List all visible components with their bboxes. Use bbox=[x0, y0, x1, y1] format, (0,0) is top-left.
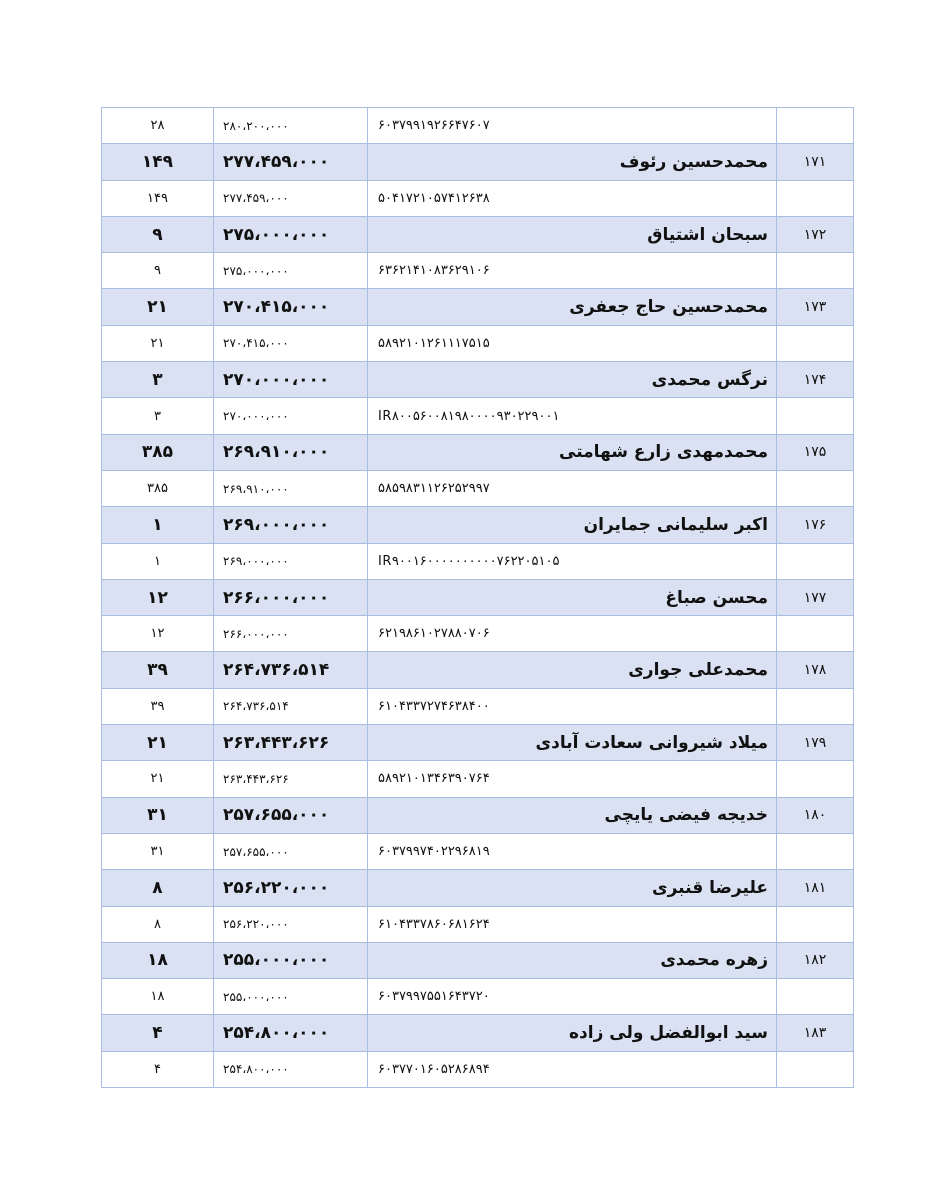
transaction-count: ۳ bbox=[102, 398, 214, 434]
person-name: محمدحسین حاج جعفری bbox=[368, 289, 777, 325]
total-count: ۱۴۹ bbox=[102, 144, 214, 180]
person-name: سید ابوالفضل ولی زاده bbox=[368, 1015, 777, 1051]
row-number: ۱۸۰ bbox=[777, 797, 854, 833]
table-row-person bbox=[102, 870, 854, 906]
table-row-person bbox=[102, 434, 854, 470]
row-number: ۱۷۷ bbox=[777, 579, 854, 615]
table-row-account bbox=[102, 1051, 854, 1087]
table-row-person bbox=[102, 797, 854, 833]
table-row-account bbox=[102, 761, 854, 797]
row-number-empty bbox=[777, 833, 854, 869]
amount: ۲۷۰،۰۰۰،۰۰۰ bbox=[214, 398, 368, 434]
row-number-empty bbox=[777, 616, 854, 652]
total-count: ۲۱ bbox=[102, 289, 214, 325]
amount: ۲۷۷،۴۵۹،۰۰۰ bbox=[214, 180, 368, 216]
amount: ۲۶۹،۰۰۰،۰۰۰ bbox=[214, 543, 368, 579]
amount: ۲۶۶،۰۰۰،۰۰۰ bbox=[214, 616, 368, 652]
row-number-empty bbox=[777, 253, 854, 289]
amount: ۲۶۳،۴۴۳،۶۲۶ bbox=[214, 761, 368, 797]
transaction-count: ۱۸ bbox=[102, 979, 214, 1015]
row-number-empty bbox=[777, 325, 854, 361]
person-name: محسن صباغ bbox=[368, 579, 777, 615]
row-number: ۱۸۳ bbox=[777, 1015, 854, 1051]
total-amount: ۲۶۹،۹۱۰،۰۰۰ bbox=[214, 434, 368, 470]
table-body bbox=[102, 108, 854, 1088]
account-number: ۶۲۱۹۸۶۱۰۲۷۸۸۰۷۰۶ bbox=[368, 616, 777, 652]
table-row-person bbox=[102, 362, 854, 398]
transaction-count: ۲۱ bbox=[102, 761, 214, 797]
row-number: ۱۷۶ bbox=[777, 507, 854, 543]
total-count: ۱ bbox=[102, 507, 214, 543]
account-number: ۵۸۹۲۱۰۱۳۴۶۳۹۰۷۶۴ bbox=[368, 761, 777, 797]
total-amount: ۲۵۴،۸۰۰،۰۰۰ bbox=[214, 1015, 368, 1051]
transaction-count: ۱ bbox=[102, 543, 214, 579]
row-number-empty bbox=[777, 543, 854, 579]
table-row-person bbox=[102, 289, 854, 325]
account-number: ۶۰۳۷۹۹۷۴۰۲۲۹۶۸۱۹ bbox=[368, 833, 777, 869]
table-row-person bbox=[102, 725, 854, 761]
account-number: IR۹۰۰۱۶۰۰۰۰۰۰۰۰۰۰۷۶۲۲۰۵۱۰۵ bbox=[368, 543, 777, 579]
account-number: ۶۰۳۷۹۹۷۵۵۱۶۴۳۷۲۰ bbox=[368, 979, 777, 1015]
total-amount: ۲۷۰،۴۱۵،۰۰۰ bbox=[214, 289, 368, 325]
total-count: ۱۸ bbox=[102, 942, 214, 978]
amount: ۲۵۵،۰۰۰،۰۰۰ bbox=[214, 979, 368, 1015]
total-count: ۱۲ bbox=[102, 579, 214, 615]
account-number: ۵۸۹۲۱۰۱۲۶۱۱۱۷۵۱۵ bbox=[368, 325, 777, 361]
table-row-account bbox=[102, 398, 854, 434]
row-number: ۱۷۲ bbox=[777, 216, 854, 252]
person-name: اکبر سلیمانی جمایران bbox=[368, 507, 777, 543]
total-amount: ۲۶۴،۷۳۶،۵۱۴ bbox=[214, 652, 368, 688]
table-row-person bbox=[102, 507, 854, 543]
total-amount: ۲۷۰،۰۰۰،۰۰۰ bbox=[214, 362, 368, 398]
total-count: ۴ bbox=[102, 1015, 214, 1051]
row-number: ۱۸۱ bbox=[777, 870, 854, 906]
total-count: ۸ bbox=[102, 870, 214, 906]
account-number: ۵۰۴۱۷۲۱۰۵۷۴۱۲۶۳۸ bbox=[368, 180, 777, 216]
row-number-empty bbox=[777, 979, 854, 1015]
total-count: ۳۹ bbox=[102, 652, 214, 688]
person-name: میلاد شیروانی سعادت آبادی bbox=[368, 725, 777, 761]
table-row-account bbox=[102, 833, 854, 869]
row-number-empty bbox=[777, 108, 854, 144]
amount: ۲۶۴،۷۳۶،۵۱۴ bbox=[214, 688, 368, 724]
table-row-account bbox=[102, 543, 854, 579]
transaction-count: ۳۸۵ bbox=[102, 470, 214, 506]
total-count: ۳۸۵ bbox=[102, 434, 214, 470]
total-count: ۳ bbox=[102, 362, 214, 398]
account-number: ۶۳۶۲۱۴۱۰۸۳۶۲۹۱۰۶ bbox=[368, 253, 777, 289]
amount: ۲۷۵،۰۰۰،۰۰۰ bbox=[214, 253, 368, 289]
transaction-count: ۸ bbox=[102, 906, 214, 942]
table-row-person bbox=[102, 144, 854, 180]
table-row-person bbox=[102, 942, 854, 978]
row-number-empty bbox=[777, 1051, 854, 1087]
transaction-count: ۱۲ bbox=[102, 616, 214, 652]
person-name: محمدحسین رئوف bbox=[368, 144, 777, 180]
account-number: ۶۱۰۴۳۳۷۲۷۴۶۳۸۴۰۰ bbox=[368, 688, 777, 724]
total-amount: ۲۷۷،۴۵۹،۰۰۰ bbox=[214, 144, 368, 180]
total-count: ۳۱ bbox=[102, 797, 214, 833]
donations-table bbox=[101, 107, 854, 1088]
total-amount: ۲۷۵،۰۰۰،۰۰۰ bbox=[214, 216, 368, 252]
table-row-person bbox=[102, 1015, 854, 1051]
transaction-count: ۲۱ bbox=[102, 325, 214, 361]
transaction-count: ۲۸ bbox=[102, 108, 214, 144]
person-name: خدیجه فیضی یایچی bbox=[368, 797, 777, 833]
table-row-account bbox=[102, 108, 854, 144]
table-row-account bbox=[102, 979, 854, 1015]
table-row-account bbox=[102, 325, 854, 361]
table-row-person bbox=[102, 652, 854, 688]
account-number: ۵۸۵۹۸۳۱۱۲۶۲۵۲۹۹۷ bbox=[368, 470, 777, 506]
row-number-empty bbox=[777, 180, 854, 216]
table-row-account bbox=[102, 906, 854, 942]
total-amount: ۲۵۵،۰۰۰،۰۰۰ bbox=[214, 942, 368, 978]
table-row-account bbox=[102, 688, 854, 724]
amount: ۲۵۷،۶۵۵،۰۰۰ bbox=[214, 833, 368, 869]
total-amount: ۲۶۶،۰۰۰،۰۰۰ bbox=[214, 579, 368, 615]
row-number-empty bbox=[777, 470, 854, 506]
table-row-account bbox=[102, 253, 854, 289]
row-number: ۱۷۹ bbox=[777, 725, 854, 761]
row-number-empty bbox=[777, 761, 854, 797]
total-amount: ۲۵۷،۶۵۵،۰۰۰ bbox=[214, 797, 368, 833]
transaction-count: ۱۴۹ bbox=[102, 180, 214, 216]
table-row-person bbox=[102, 579, 854, 615]
amount: ۲۸۰،۲۰۰،۰۰۰ bbox=[214, 108, 368, 144]
person-name: زهره محمدی bbox=[368, 942, 777, 978]
transaction-count: ۳۹ bbox=[102, 688, 214, 724]
total-amount: ۲۶۹،۰۰۰،۰۰۰ bbox=[214, 507, 368, 543]
transaction-count: ۹ bbox=[102, 253, 214, 289]
amount: ۲۵۴،۸۰۰،۰۰۰ bbox=[214, 1051, 368, 1087]
account-number: ۶۰۳۷۹۹۱۹۲۶۶۴۷۶۰۷ bbox=[368, 108, 777, 144]
row-number: ۱۸۲ bbox=[777, 942, 854, 978]
row-number: ۱۷۱ bbox=[777, 144, 854, 180]
total-count: ۲۱ bbox=[102, 725, 214, 761]
person-name: نرگس محمدی bbox=[368, 362, 777, 398]
person-name: علیرضا قنبری bbox=[368, 870, 777, 906]
table-row-person bbox=[102, 216, 854, 252]
row-number: ۱۷۴ bbox=[777, 362, 854, 398]
row-number: ۱۷۵ bbox=[777, 434, 854, 470]
account-number: IR۸۰۰۵۶۰۰۸۱۹۸۰۰۰۰۹۳۰۲۲۹۰۰۱ bbox=[368, 398, 777, 434]
transaction-count: ۳۱ bbox=[102, 833, 214, 869]
account-number: ۶۰۳۷۷۰۱۶۰۵۲۸۶۸۹۴ bbox=[368, 1051, 777, 1087]
total-amount: ۲۵۶،۲۲۰،۰۰۰ bbox=[214, 870, 368, 906]
account-number: ۶۱۰۴۳۳۷۸۶۰۶۸۱۶۲۴ bbox=[368, 906, 777, 942]
amount: ۲۵۶،۲۲۰،۰۰۰ bbox=[214, 906, 368, 942]
table-row-account bbox=[102, 180, 854, 216]
amount: ۲۶۹،۹۱۰،۰۰۰ bbox=[214, 470, 368, 506]
table-row-account bbox=[102, 616, 854, 652]
row-number: ۱۷۸ bbox=[777, 652, 854, 688]
total-amount: ۲۶۳،۴۴۳،۶۲۶ bbox=[214, 725, 368, 761]
transaction-count: ۴ bbox=[102, 1051, 214, 1087]
row-number-empty bbox=[777, 906, 854, 942]
row-number-empty bbox=[777, 398, 854, 434]
row-number-empty bbox=[777, 688, 854, 724]
amount: ۲۷۰،۴۱۵،۰۰۰ bbox=[214, 325, 368, 361]
person-name: محمدمهدی زارع شهامتی bbox=[368, 434, 777, 470]
total-count: ۹ bbox=[102, 216, 214, 252]
person-name: محمدعلی جواری bbox=[368, 652, 777, 688]
person-name: سبحان اشتیاق bbox=[368, 216, 777, 252]
row-number: ۱۷۳ bbox=[777, 289, 854, 325]
table-row-account bbox=[102, 470, 854, 506]
